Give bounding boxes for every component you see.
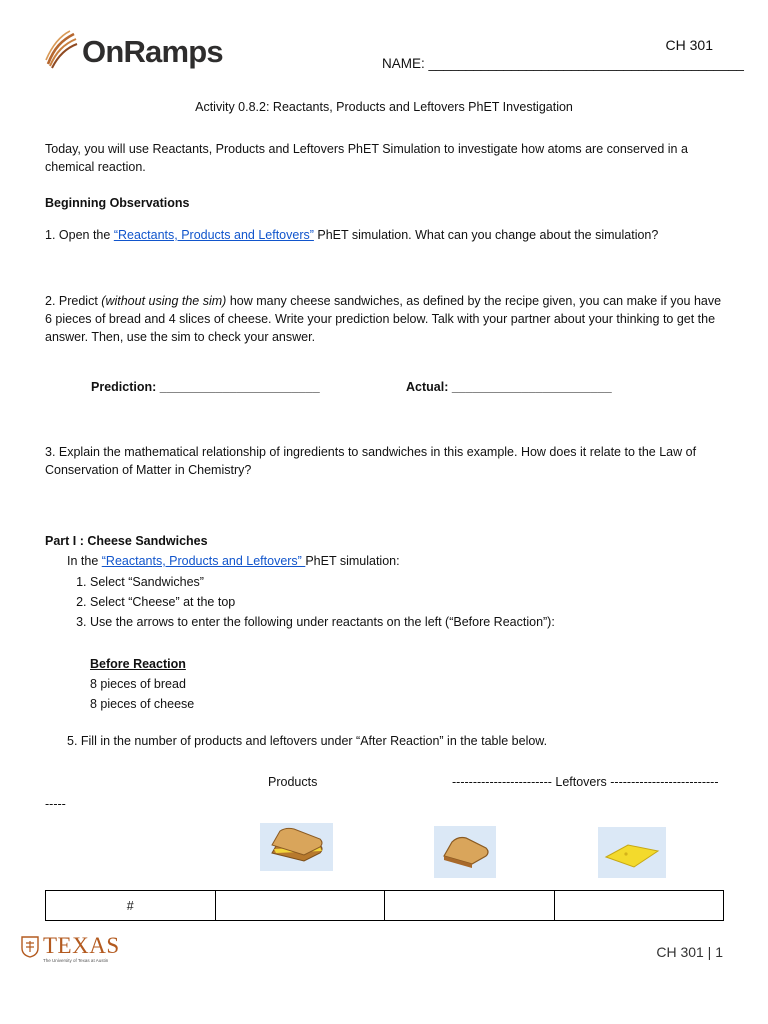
- table-row: [46, 891, 724, 921]
- before-item: 8 pieces of cheese: [90, 697, 195, 711]
- course-code: CH 301: [665, 37, 713, 53]
- prediction-field: Prediction: _______________________: [91, 380, 320, 394]
- texas-logo: [21, 933, 131, 968]
- beginning-observations-heading: Beginning Observations: [45, 196, 190, 210]
- bread-icon: [434, 826, 496, 878]
- question-2: [45, 292, 725, 346]
- leftovers-header: ------------------------ Leftovers --------------------------: [452, 775, 719, 789]
- step-item: 3. Use the arrows to enter the following under reactants on the left (“Before Reaction”):: [90, 612, 555, 632]
- name-field: NAME: __________________________________________: [382, 56, 744, 71]
- q1-prefix: 1. Open the: [45, 228, 114, 242]
- part1-steps: [67, 572, 555, 632]
- part1-heading: Part I : Cheese Sandwiches: [45, 534, 208, 548]
- step-5: 5. Fill in the number of products and leftovers under “After Reaction” in the table below.: [67, 734, 548, 748]
- products-cell[interactable]: [215, 891, 385, 921]
- q2-italic: (without using the sim): [101, 294, 227, 308]
- cheese-icon: [598, 827, 666, 878]
- step-item: 1. Select “Sandwiches”: [90, 572, 555, 592]
- phet-sim-link-2[interactable]: “Reactants, Products and Leftovers”: [101, 554, 306, 568]
- results-table: [45, 890, 724, 921]
- q1-suffix: PhET simulation. What can you change about the simulation?: [313, 228, 659, 242]
- intro-paragraph: Today, you will use Reactants, Products and Leftovers PhET Simulation to investigate how atoms are conserved in a chemical reaction.: [45, 142, 688, 174]
- part1-intro: [67, 552, 717, 570]
- texas-logo-subtext: The University of Texas at Austin: [43, 958, 109, 963]
- part1-intro-prefix: In the: [67, 554, 102, 568]
- q2-suffix: how many cheese sandwiches, as defined by the recipe given, you can make if you have 6 pieces of bread and 4 slices of cheese. Write your prediction below. Talk with your partner about your thinking to get the answer. Then, use the sim to check your answer.: [45, 294, 722, 344]
- page-number: CH 301 | 1: [656, 944, 723, 960]
- texas-shield-icon: [21, 936, 39, 958]
- onramps-swoosh-icon: [44, 30, 80, 70]
- phet-sim-link[interactable]: “Reactants, Products and Leftovers”: [113, 228, 314, 242]
- sandwich-image: [260, 823, 333, 871]
- leftovers-header-tail: -----: [45, 797, 66, 811]
- question-3: 3. Explain the mathematical relationship of ingredients to sandwiches in this example. How does it relate to the Law of Conservation of Matter in Chemistry?: [45, 445, 697, 477]
- q2-prefix: 2. Predict: [45, 294, 102, 308]
- before-item: 8 pieces of bread: [90, 677, 186, 691]
- onramps-logo: [44, 28, 229, 78]
- activity-title: Activity 0.8.2: Reactants, Products and Leftovers PhET Investigation: [195, 100, 573, 114]
- question-1: [45, 226, 725, 244]
- row-label: #: [46, 891, 216, 921]
- products-header: Products: [268, 775, 318, 789]
- leftover-bread-cell[interactable]: [385, 891, 555, 921]
- cheese-image: [598, 827, 666, 878]
- sandwich-icon: [260, 823, 333, 871]
- part1-intro-suffix: PhET simulation:: [305, 554, 400, 568]
- bread-image: [434, 826, 496, 878]
- onramps-logo-text: OnRamps: [82, 34, 223, 69]
- step-item: 2. Select “Cheese” at the top: [90, 592, 555, 612]
- texas-logo-text: TEXAS: [43, 933, 120, 958]
- leftover-cheese-cell[interactable]: [554, 891, 724, 921]
- actual-field: Actual: _______________________: [406, 380, 612, 394]
- before-reaction-heading: Before Reaction: [90, 657, 186, 671]
